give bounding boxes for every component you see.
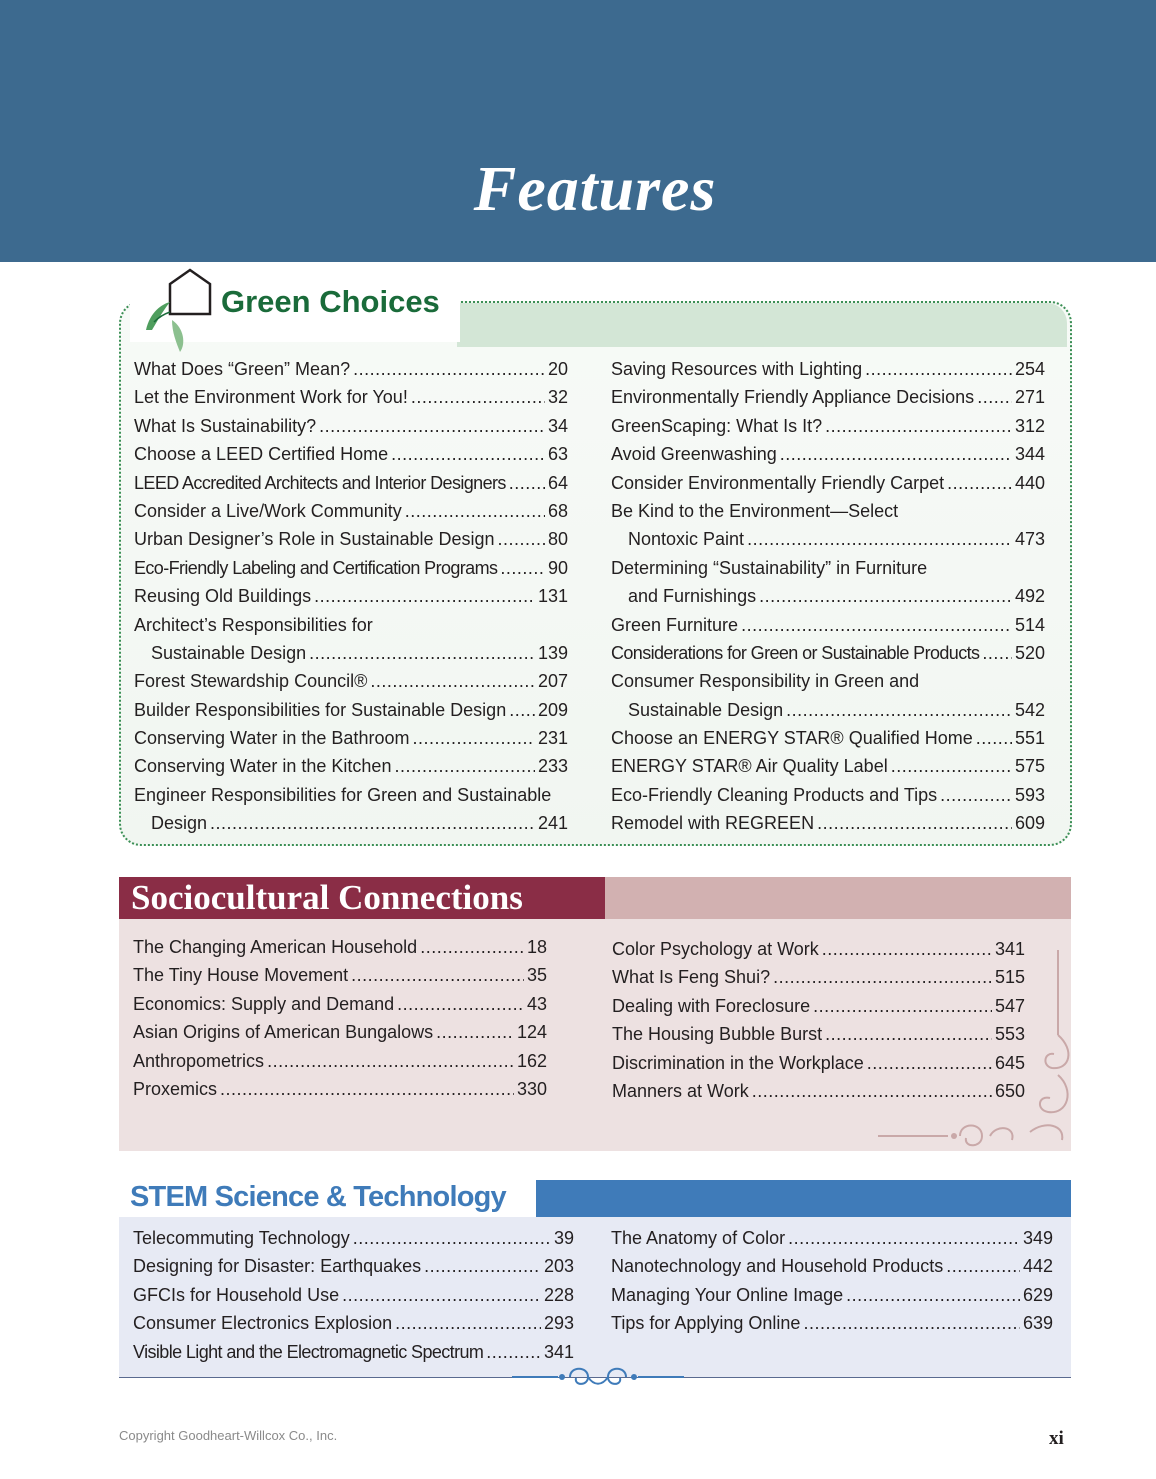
toc-entry	[134, 781, 568, 809]
toc-entry	[134, 639, 568, 667]
toc-entry	[133, 933, 547, 961]
toc-entry-title: Telecommuting Technology	[133, 1228, 350, 1248]
toc-entry-title: The Anatomy of Color	[611, 1228, 786, 1248]
toc-entry-page: 233	[537, 756, 568, 777]
toc-entry-page: 542	[1014, 699, 1045, 720]
sociocultural-title: Sociocultural Connections	[131, 878, 523, 917]
toc-entry-title: Choose a LEED Certified Home	[134, 444, 389, 465]
dot-leader	[412, 724, 534, 752]
toc-entry-title: Sustainable Design	[628, 699, 784, 720]
toc-entry-page: 344	[1014, 444, 1045, 465]
toc-entry-title: Reusing Old Buildings	[134, 586, 312, 607]
dot-leader	[825, 412, 1012, 440]
toc-entry-title: Eco-Friendly Cleaning Products and Tips	[611, 784, 938, 805]
dot-leader	[759, 582, 1012, 610]
toc-entry-title: What Does “Green” Mean?	[134, 359, 351, 379]
page-title: Features	[473, 153, 717, 224]
toc-entry-page: 551	[1014, 728, 1045, 749]
toc-entry-page: 35	[526, 965, 547, 986]
toc-entry-page: 609	[1014, 813, 1045, 834]
toc-entry-title: What Is Sustainability?	[134, 415, 317, 436]
dot-leader	[947, 469, 1012, 497]
green-choices-title: Green Choices	[221, 284, 440, 319]
toc-entry-title: Saving Resources with Lighting	[611, 359, 863, 379]
stem-right-list	[611, 1224, 1053, 1338]
dot-leader	[353, 355, 545, 383]
toc-entry-title: Environmentally Friendly Appliance Decisions	[611, 387, 975, 408]
toc-entry	[611, 497, 1045, 525]
dot-leader	[865, 355, 1012, 383]
toc-entry	[611, 611, 1045, 639]
sociocultural-right-list	[612, 935, 1025, 1105]
dot-leader	[773, 963, 992, 991]
toc-entry-title: GreenScaping: What Is It?	[611, 415, 823, 436]
stem-band	[536, 1180, 1071, 1217]
dot-leader	[351, 961, 524, 989]
toc-entry-page: 68	[547, 500, 568, 521]
toc-entry-page: 330	[516, 1078, 547, 1099]
toc-entry	[134, 667, 568, 695]
toc-entry-title: What Is Feng Shui?	[612, 967, 771, 988]
toc-entry-title: LEED Accredited Architects and Interior Designers	[134, 472, 506, 493]
toc-entry	[134, 469, 568, 497]
dot-leader	[395, 1309, 541, 1337]
toc-entry-title: Dealing with Foreclosure	[612, 995, 811, 1016]
dot-leader	[846, 1281, 1020, 1309]
toc-entry	[133, 990, 547, 1018]
toc-entry-page: 32	[547, 387, 568, 408]
toc-entry	[133, 1309, 574, 1337]
dot-leader	[411, 383, 545, 411]
green-choices-tab-band	[457, 303, 1067, 347]
toc-entry-title: Conserving Water in the Kitchen	[134, 756, 392, 777]
toc-entry-page: 473	[1014, 529, 1045, 550]
toc-entry	[611, 809, 1045, 837]
toc-entry	[611, 412, 1045, 440]
toc-entry	[611, 1224, 1053, 1252]
green-house-leaf-icon	[136, 268, 216, 354]
toc-entry	[133, 1224, 574, 1252]
toc-entry-page: 553	[994, 1024, 1025, 1045]
toc-entry-title: Avoid Greenwashing	[611, 444, 777, 465]
dot-leader	[817, 809, 1012, 837]
toc-entry-page: 43	[526, 993, 547, 1014]
toc-entry-page: 629	[1022, 1284, 1053, 1305]
toc-entry	[612, 935, 1025, 963]
toc-entry-title: Proxemics	[133, 1078, 218, 1099]
toc-entry-page: 515	[994, 967, 1025, 988]
toc-entry-page: 39	[553, 1228, 574, 1248]
toc-entry-page: 207	[537, 671, 568, 692]
toc-entry-page: 341	[543, 1341, 574, 1362]
toc-entry-page: 241	[537, 813, 568, 834]
toc-entry-page: 442	[1022, 1256, 1053, 1277]
toc-entry-title: Discrimination in the Workplace	[612, 1052, 864, 1073]
dot-leader	[353, 1224, 551, 1252]
toc-entry	[612, 992, 1025, 1020]
toc-entry	[611, 525, 1045, 553]
dot-leader	[370, 667, 535, 695]
toc-entry-page: 645	[994, 1052, 1025, 1073]
dot-leader	[822, 935, 992, 963]
toc-entry-title: Sustainable Design	[151, 642, 307, 663]
toc-entry	[133, 1338, 574, 1366]
toc-entry	[134, 497, 568, 525]
toc-entry-page: 254	[1014, 359, 1045, 379]
toc-entry-page: 514	[1014, 614, 1045, 635]
toc-entry-title: The Tiny House Movement	[133, 965, 349, 986]
dot-leader	[741, 611, 1012, 639]
toc-entry-title: ENERGY STAR® Air Quality Label	[611, 756, 888, 777]
toc-entry	[611, 752, 1045, 780]
dot-leader	[486, 1338, 541, 1366]
toc-entry-title: Forest Stewardship Council®	[134, 671, 368, 692]
toc-entry-title: Consumer Electronics Explosion	[133, 1313, 393, 1334]
toc-entry	[611, 554, 1045, 582]
toc-entry	[134, 383, 568, 411]
toc-entry-title: Eco-Friendly Labeling and Certification Programs	[134, 557, 498, 578]
toc-entry-title: Nontoxic Paint	[628, 529, 745, 550]
toc-entry-page: 124	[516, 1022, 547, 1043]
toc-entry-title: Be Kind to the Environment—Select	[611, 500, 899, 521]
dot-leader	[788, 1224, 1020, 1252]
dot-leader	[752, 1077, 992, 1105]
toc-entry-page: 203	[543, 1256, 574, 1277]
dot-leader	[500, 554, 545, 582]
dot-leader	[267, 1047, 514, 1075]
page-header	[0, 0, 1156, 262]
toc-entry-title: Green Furniture	[611, 614, 739, 635]
toc-entry-page: 90	[547, 557, 568, 578]
toc-entry	[134, 412, 568, 440]
toc-entry-title: Determining “Sustainability” in Furniture	[611, 557, 928, 578]
toc-entry-page: 312	[1014, 415, 1045, 436]
toc-entry-page: 228	[543, 1284, 574, 1305]
toc-entry	[611, 1281, 1053, 1309]
toc-entry-title: Urban Designer’s Role in Sustainable Design	[134, 529, 495, 550]
toc-entry-title: Asian Origins of American Bungalows	[133, 1022, 434, 1043]
toc-entry-title: and Furnishings	[628, 586, 757, 607]
toc-entry-title: Remodel with REGREEN	[611, 813, 815, 834]
toc-entry-title: Designing for Disaster: Earthquakes	[133, 1256, 422, 1277]
dot-leader	[319, 412, 545, 440]
toc-entry-page: 34	[547, 415, 568, 436]
toc-entry	[133, 1047, 547, 1075]
toc-entry-page: 80	[547, 529, 568, 550]
toc-entry-page: 492	[1014, 586, 1045, 607]
toc-entry-page: 271	[1014, 387, 1045, 408]
toc-entry-title: Conserving Water in the Bathroom	[134, 728, 410, 749]
dot-leader	[946, 1252, 1020, 1280]
dot-leader	[786, 696, 1012, 724]
toc-entry	[134, 440, 568, 468]
toc-entry-page: 547	[994, 995, 1025, 1016]
toc-entry-page: 575	[1014, 756, 1045, 777]
toc-entry-title: The Housing Bubble Burst	[612, 1024, 823, 1045]
toc-entry	[133, 1281, 574, 1309]
toc-entry-title: Considerations for Green or Sustainable Products	[611, 642, 980, 663]
dot-leader	[891, 752, 1012, 780]
toc-entry-page: 593	[1014, 784, 1045, 805]
toc-entry	[134, 696, 568, 724]
toc-entry	[611, 355, 1045, 383]
dot-leader	[498, 525, 545, 553]
toc-entry-page: 139	[537, 642, 568, 663]
stem-left-list	[133, 1224, 574, 1366]
toc-entry	[612, 1020, 1025, 1048]
toc-entry-title: Choose an ENERGY STAR® Qualified Home	[611, 728, 973, 749]
toc-entry-title: Architect’s Responsibilities for	[134, 614, 373, 635]
toc-entry-title: Tips for Applying Online	[611, 1313, 801, 1334]
dot-leader	[780, 440, 1012, 468]
dot-leader	[976, 724, 1012, 752]
dot-leader	[509, 696, 535, 724]
toc-entry-page: 64	[547, 472, 568, 493]
toc-entry	[611, 696, 1045, 724]
toc-entry-title: Engineer Responsibilities for Green and Sustainable	[134, 784, 552, 805]
sociocultural-band	[605, 877, 1071, 919]
dot-leader	[394, 752, 534, 780]
toc-entry	[611, 1252, 1053, 1280]
toc-entry	[611, 440, 1045, 468]
toc-entry-title: Color Psychology at Work	[612, 939, 819, 959]
toc-entry	[612, 1049, 1025, 1077]
copyright-text: Copyright Goodheart-Willcox Co., Inc.	[119, 1428, 338, 1443]
toc-entry-title: Nanotechnology and Household Products	[611, 1256, 944, 1277]
toc-entry-page: 131	[537, 586, 568, 607]
dot-leader	[803, 1309, 1020, 1337]
toc-entry-page: 231	[537, 728, 568, 749]
dot-leader	[509, 469, 545, 497]
toc-entry	[133, 1252, 574, 1280]
toc-entry-page: 18	[526, 937, 547, 957]
scroll-ornament-icon	[508, 1364, 688, 1390]
page-number: xi	[1049, 1428, 1064, 1449]
toc-entry-page: 63	[547, 444, 568, 465]
toc-entry	[133, 1075, 547, 1103]
toc-entry-title: GFCIs for Household Use	[133, 1284, 340, 1305]
toc-entry	[134, 809, 568, 837]
toc-entry-title: Managing Your Online Image	[611, 1284, 844, 1305]
dot-leader	[436, 1018, 514, 1046]
toc-entry	[611, 469, 1045, 497]
toc-entry-title: Design	[151, 813, 208, 834]
dot-leader	[210, 809, 535, 837]
toc-entry-title: Consumer Responsibility in Green and	[611, 671, 920, 692]
toc-entry	[611, 781, 1045, 809]
toc-entry-title: Consider a Live/Work Community	[134, 500, 402, 521]
dot-leader	[747, 525, 1012, 553]
dot-leader	[424, 1252, 541, 1280]
toc-entry-page: 440	[1014, 472, 1045, 493]
toc-entry-page: 20	[547, 359, 568, 379]
dot-leader	[220, 1075, 514, 1103]
toc-entry-page: 520	[1014, 642, 1045, 663]
dot-leader	[309, 639, 535, 667]
dot-leader	[391, 440, 545, 468]
dot-leader	[940, 781, 1012, 809]
toc-entry	[133, 961, 547, 989]
toc-entry-title: Anthropometrics	[133, 1050, 265, 1071]
toc-entry-title: Builder Responsibilities for Sustainable Design	[134, 699, 507, 720]
stem-title: STEM Science & Technology	[130, 1181, 506, 1213]
toc-entry	[611, 1309, 1053, 1337]
toc-entry-title: The Changing American Household	[133, 937, 418, 957]
toc-entry-page: 650	[994, 1080, 1025, 1101]
toc-entry	[611, 724, 1045, 752]
toc-entry	[134, 355, 568, 383]
sociocultural-left-list	[133, 933, 547, 1103]
toc-entry	[612, 1077, 1025, 1105]
toc-entry-title: Economics: Supply and Demand	[133, 993, 395, 1014]
toc-entry-page: 341	[994, 939, 1025, 959]
dot-leader	[405, 497, 545, 525]
dot-leader	[342, 1281, 541, 1309]
toc-entry-title: Visible Light and the Electromagnetic Spectrum	[133, 1341, 484, 1362]
toc-entry	[134, 582, 568, 610]
toc-entry	[611, 582, 1045, 610]
toc-entry	[612, 963, 1025, 991]
toc-entry-page: 162	[516, 1050, 547, 1071]
toc-entry-title: Manners at Work	[612, 1080, 749, 1101]
toc-entry-title: Let the Environment Work for You!	[134, 387, 408, 408]
toc-entry	[611, 383, 1045, 411]
toc-entry	[611, 639, 1045, 667]
toc-entry	[611, 667, 1045, 695]
toc-entry	[134, 525, 568, 553]
dot-leader	[813, 992, 992, 1020]
toc-entry-page: 349	[1022, 1228, 1053, 1248]
green-choices-right-list	[611, 355, 1045, 838]
toc-entry-page: 209	[537, 699, 568, 720]
toc-entry	[134, 724, 568, 752]
dot-leader	[867, 1049, 992, 1077]
toc-entry-title: Consider Environmentally Friendly Carpet	[611, 472, 945, 493]
toc-entry-page: 639	[1022, 1313, 1053, 1334]
dot-leader	[420, 933, 524, 961]
green-choices-left-list	[134, 355, 568, 838]
dot-leader	[397, 990, 524, 1018]
dot-leader	[977, 383, 1012, 411]
dot-leader	[982, 639, 1012, 667]
toc-entry-page: 293	[543, 1313, 574, 1334]
toc-entry	[134, 554, 568, 582]
toc-entry	[134, 611, 568, 639]
dot-leader	[825, 1020, 992, 1048]
toc-entry	[134, 752, 568, 780]
dot-leader	[314, 582, 535, 610]
toc-entry	[133, 1018, 547, 1046]
